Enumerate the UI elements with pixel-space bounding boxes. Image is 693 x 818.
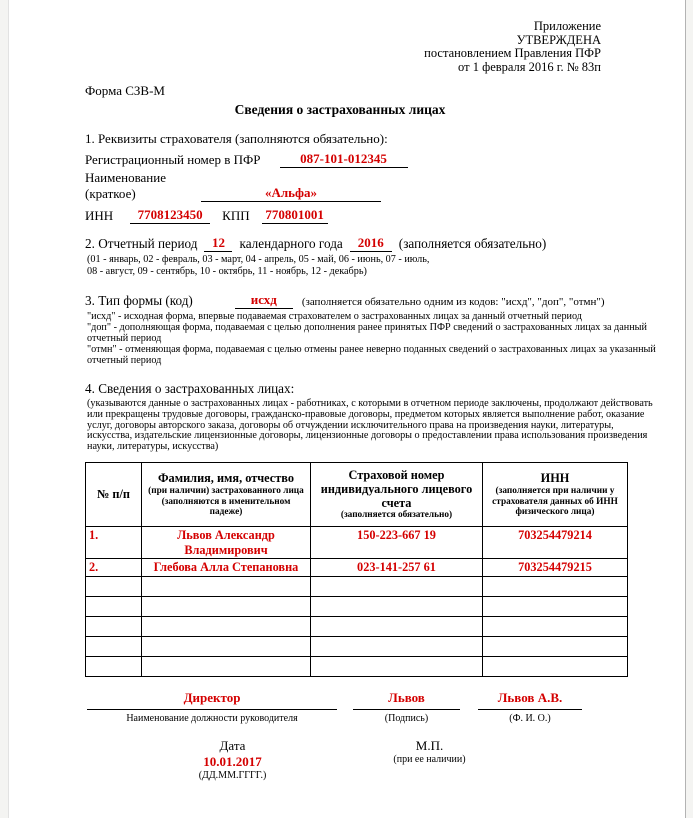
insured-persons-table	[85, 462, 628, 677]
empty-cell	[86, 596, 142, 616]
empty-cell	[86, 636, 142, 656]
form-code: Форма СЗВ-М	[85, 83, 165, 98]
row-snils: 150-223-667 19	[311, 527, 483, 559]
inn-kpp-line	[85, 207, 685, 224]
stamp-note: (при ее наличии)	[393, 753, 466, 765]
form-type-note: "доп" - дополняющая форма, подаваемая с целью дополнения ранее принятых ПФР сведений о застрахованных лицах за данный отчетный период	[87, 322, 647, 344]
stamp-block	[362, 738, 497, 781]
table-body	[86, 527, 628, 577]
empty-cell	[483, 616, 628, 636]
stamp-label: М.П.	[415, 737, 444, 753]
position-label: Наименование должности руководителя	[126, 712, 298, 724]
kpp-value: 770801001	[262, 207, 328, 224]
empty-cell	[483, 636, 628, 656]
date-block	[165, 738, 300, 781]
approval-line: постановлением Правления ПФР	[424, 46, 601, 60]
row-num: 2.	[86, 559, 142, 577]
row-name: Львов Александр Владимирович	[142, 527, 311, 559]
signature-value: Львов	[353, 690, 460, 710]
inn-value: 7708123450	[130, 207, 210, 224]
fio-value: Львов А.В.	[478, 690, 582, 710]
date-format-note: (ДД.ММ.ГГГГ.)	[198, 769, 267, 781]
col-header-snils: Страховой номер индивидуального лицевого счета (заполняется обязательно)	[311, 463, 483, 527]
table-empty-row	[86, 576, 628, 596]
empty-cell	[311, 656, 483, 676]
signature-row	[87, 690, 685, 724]
section1-heading: 1. Реквизиты страхователя (заполняются обязательно):	[85, 131, 388, 146]
col-header-num: № п/п	[86, 463, 142, 527]
document-title: Сведения о застрахованных лицах	[234, 102, 446, 117]
empty-cell	[142, 636, 311, 656]
empty-cell	[142, 656, 311, 676]
empty-cell	[311, 636, 483, 656]
empty-cell	[142, 596, 311, 616]
position-value: Директор	[87, 690, 337, 710]
date-value: 10.01.2017	[203, 753, 262, 769]
approval-line: Приложение	[533, 19, 601, 33]
table-empty-row	[86, 616, 628, 636]
empty-cell	[86, 576, 142, 596]
row-inn: 703254479214	[483, 527, 628, 559]
col-header-inn: ИНН (заполняется при наличии у страхователя данных об ИНН физического лица)	[483, 463, 628, 527]
section3-notes	[87, 312, 657, 367]
table-empty-row	[86, 596, 628, 616]
org-name-label: Наименование (краткое)	[85, 170, 166, 201]
org-name-line	[85, 170, 685, 202]
position-block	[87, 690, 337, 724]
form-type-note: "отмн" - отменяющая форма, подаваемая с целью отмены ранее неверно поданных сведений о застрахованных лицах за указанный отчетный период	[87, 343, 656, 366]
section4-heading: 4. Сведения о застрахованных лицах:	[85, 380, 295, 396]
approval-block	[9, 20, 601, 74]
table-empty-row	[86, 636, 628, 656]
empty-cell	[311, 616, 483, 636]
form-type-value: исхд	[235, 292, 293, 309]
row-snils: 023-141-257 61	[311, 559, 483, 577]
reg-number-label: Регистрационный номер в ПФР	[85, 152, 261, 167]
row-num: 1.	[86, 527, 142, 559]
document-page	[8, 0, 686, 818]
inn-label: ИНН	[85, 208, 114, 223]
months-note: (01 - январь, 02 - февраль, 03 - март, 04 - апрель, 05 - май, 06 - июнь, 07 - июль, 08 - август, 09 - сентябрь, 10 - октябрь, 11 - ноябрь, 12 - декабрь)	[87, 254, 430, 277]
empty-cell	[483, 656, 628, 676]
table-header-row	[86, 463, 628, 527]
signature-label: (Подпись)	[384, 712, 429, 724]
empty-cell	[483, 596, 628, 616]
section3-heading: 3. Тип формы (код) исхд (заполняется обязательно одним из кодов: "исхд", "доп", "отмн")	[85, 292, 605, 309]
table-row	[86, 527, 628, 559]
org-name-value: «Альфа»	[201, 185, 381, 202]
approval-line: УТВЕРЖДЕНА	[516, 32, 601, 47]
fio-label: (Ф. И. О.)	[509, 712, 551, 724]
section2-heading: 2. Отчетный период 12 календарного года 2016 (заполняется обязательно)	[85, 235, 547, 251]
table-empty-row	[86, 656, 628, 676]
row-name: Глебова Алла Степановна	[142, 559, 311, 577]
empty-cell	[483, 576, 628, 596]
signature-block	[353, 690, 460, 724]
approval-line: от 1 февраля 2016 г. № 83п	[458, 59, 601, 74]
date-label: Дата	[219, 737, 246, 753]
empty-cell	[142, 616, 311, 636]
kpp-label: КПП	[222, 208, 250, 223]
reg-number-line	[85, 151, 685, 168]
form-type-note: "исхд" - исходная форма, впервые подаваемая страхователем о застрахованных лицах за данный отчетный период	[87, 311, 582, 323]
row-inn: 703254479215	[483, 559, 628, 577]
section4-note: (указываются данные о застрахованных лицах - работниках, с которыми в отчетном периоде заключены, продолжают действовать или прекращены трудовые договоры, гражданско-правовые договоры, предметом которых является выполнение работ, оказание услуг, договоры авторского заказа, договоры об отчуждении исключительного права на произведения науки, литературы, искусства, издательские лицензионные договоры, лицензионные договоры о предоставлении права использования произведения науки, литературы, искусства)	[87, 397, 653, 453]
empty-cell	[142, 576, 311, 596]
empty-cell	[86, 656, 142, 676]
report-month-value: 12	[204, 235, 232, 252]
report-year-value: 2016	[350, 235, 392, 252]
date-row	[9, 738, 685, 781]
empty-cell	[311, 596, 483, 616]
fio-block	[478, 690, 582, 724]
table-empty-body	[86, 576, 628, 676]
reg-number-value: 087-101-012345	[280, 151, 408, 168]
col-header-name: Фамилия, имя, отчество (при наличии) застрахованного лица (заполняются в именительном падеже)	[142, 463, 311, 527]
empty-cell	[86, 616, 142, 636]
table-row	[86, 559, 628, 577]
empty-cell	[311, 576, 483, 596]
